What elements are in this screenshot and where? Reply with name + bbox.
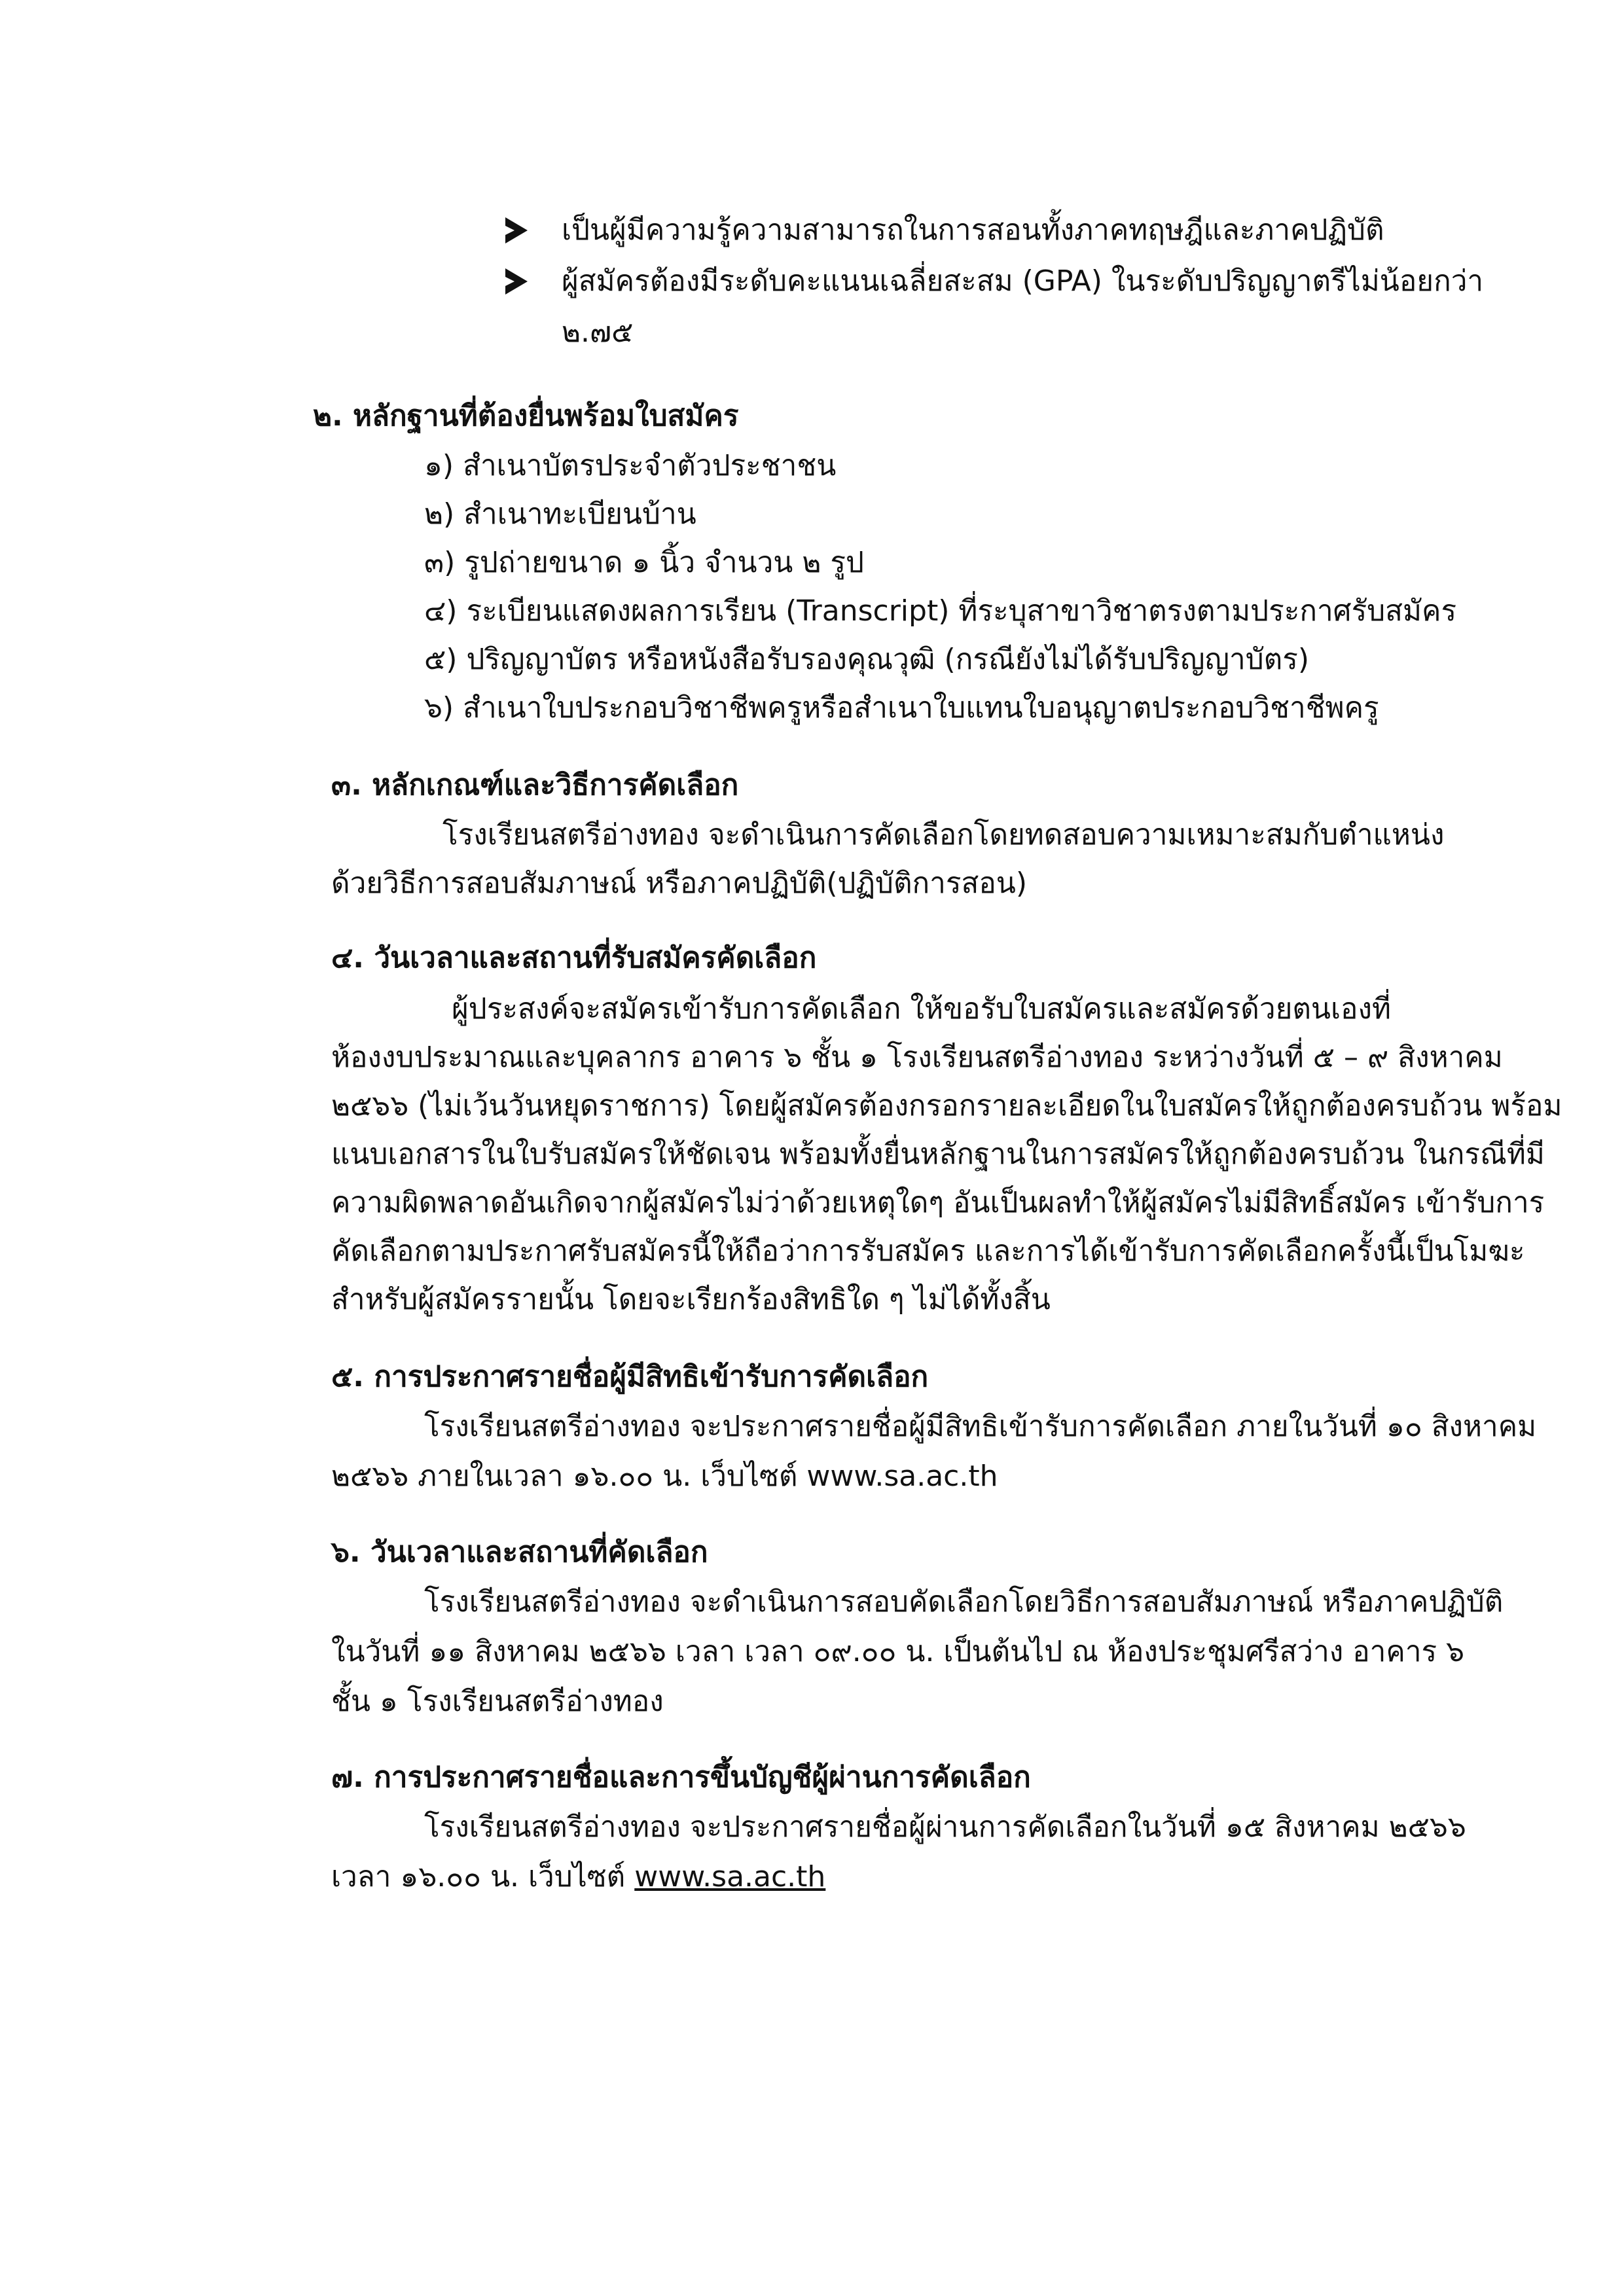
section-4-heading: ๔. วันเวลาและสถานที่รับสมัครคัดเลือก	[331, 941, 817, 975]
section-4-paragraph-line	[331, 1135, 1545, 1174]
section-7-paragraph-line: โรงเรียนสตรีอ่างทอง จะประกาศรายชื่อผู้ผ่านการคัดเลือกในวันที่ ๑๕ สิงหาคม ๒๕๖๖	[424, 1810, 1466, 1844]
section-2-heading: ๒. หลักฐานที่ต้องยื่นพร้อมใบสมัคร	[313, 399, 739, 433]
bullet-arrow-icon	[505, 268, 528, 295]
section-5-paragraph-line: โรงเรียนสตรีอ่างทอง จะประกาศรายชื่อผู้มีสิทธิเข้ารับการคัดเลือก ภายในวันที่ ๑๐ สิงหาคม	[424, 1410, 1537, 1443]
section-5-heading: ๕. การประกาศรายชื่อผู้มีสิทธิเข้ารับการคัดเลือก	[331, 1360, 929, 1393]
bullet-text-continued: ๒.๗๕	[562, 315, 634, 349]
section-2-item: ๒) สำเนาทะเบียนบ้าน	[424, 497, 696, 531]
section-7-heading: ๗. การประกาศรายชื่อและการขึ้นบัญชีผู้ผ่านการคัดเลือก	[331, 1761, 1031, 1794]
section-5-paragraph-line: ๒๕๖๖ ภายในเวลา ๑๖.๐๐ น. เว็บไซต์ www.sa.ac.th	[331, 1460, 998, 1493]
section-4-paragraph-line	[331, 1038, 1503, 1077]
section-4-line-text: แนบเอกสารในใบรับสมัครให้ชัดเจน พร้อมทั้งยื่นหลักฐานในการสมัครให้ถูกต้องครบถ้วน ในกรณีที่มี	[331, 1138, 1545, 1171]
section-4-paragraph-line	[331, 1232, 1525, 1271]
section-4-line-text: คัดเลือกตามประกาศรับสมัครนี้ให้ถือว่าการรับสมัคร และการได้เข้ารับการคัดเลือกครั้งนี้เป็นโมฆะ	[331, 1234, 1525, 1268]
bullet-text: เป็นผู้มีความรู้ความสามารถในการสอนทั้งภาคทฤษฎีและภาคปฏิบัติ	[562, 213, 1384, 247]
section-7-last-line-text: เวลา ๑๖.๐๐ น. เว็บไซต์	[331, 1860, 635, 1893]
section-3-paragraph-line: ด้วยวิธีการสอบสัมภาษณ์ หรือภาคปฏิบัติ(ปฏิบัติการสอน)	[331, 867, 1028, 900]
section-4-line-text: ๒๕๖๖ (ไม่เว้นวันหยุดราชการ) โดยผู้สมัครต้องกรอกรายละเอียดในใบสมัครให้ถูกต้องครบถ้วน พร้อม	[331, 1089, 1562, 1122]
section-6-heading: ๖. วันเวลาและสถานที่คัดเลือก	[331, 1535, 708, 1569]
section-4-line-text: ห้องงบประมาณและบุคลากร อาคาร ๖ ชั้น ๑ โรงเรียนสตรีอ่างทอง ระหว่างวันที่ ๕ – ๙ สิงหาคม	[331, 1041, 1503, 1074]
section-4-paragraph-line	[331, 1183, 1545, 1223]
section-4-paragraph-line: สำหรับผู้สมัครรายนั้น โดยจะเรียกร้องสิทธิใด ๆ ไม่ได้ทั้งสิ้น	[331, 1283, 1051, 1316]
section-4-paragraph-line: ผู้ประสงค์จะสมัครเข้ารับการคัดเลือก ให้ขอรับใบสมัครและสมัครด้วยตนเองที่	[452, 992, 1391, 1026]
section-2-item: ๕) ปริญญาบัตร หรือหนังสือรับรองคุณวุฒิ (กรณียังไม่ได้รับปริญญาบัตร)	[424, 643, 1310, 676]
section-2-item: ๖) สำเนาใบประกอบวิชาชีพครูหรือสำเนาใบแทนใบอนุญาตประกอบวิชาชีพครู	[424, 691, 1379, 725]
section-6-paragraph-line: ชั้น ๑ โรงเรียนสตรีอ่างทอง	[331, 1685, 664, 1718]
website-link[interactable]: www.sa.ac.th	[634, 1860, 826, 1893]
section-4-line-text: ความผิดพลาดอันเกิดจากผู้สมัครไม่ว่าด้วยเหตุใดๆ อันเป็นผลทำให้ผู้สมัครไม่มีสิทธิ์สมัคร เข้ารับการ	[331, 1186, 1545, 1219]
section-4-paragraph-line	[331, 1086, 1562, 1126]
section-2-item: ๑) สำเนาบัตรประจำตัวประชาชน	[424, 449, 837, 482]
section-2-item: ๓) รูปถ่ายขนาด ๑ นิ้ว จำนวน ๒ รูป	[424, 546, 864, 579]
section-2-item: ๔) ระเบียนแสดงผลการเรียน (Transcript) ที่ระบุสาขาวิชาตรงตามประกาศรับสมัคร	[424, 594, 1457, 628]
bullet-text: ผู้สมัครต้องมีระดับคะแนนเฉลี่ยสะสม (GPA) ในระดับปริญญาตรีไม่น้อยกว่า	[562, 264, 1484, 298]
section-3-paragraph-line: โรงเรียนสตรีอ่างทอง จะดำเนินการคัดเลือกโดยทดสอบความเหมาะสมกับตำแหน่ง	[442, 818, 1445, 852]
section-7-paragraph-line	[331, 1857, 825, 1897]
section-3-heading: ๓. หลักเกณฑ์และวิธีการคัดเลือก	[331, 768, 739, 802]
section-6-paragraph-line: โรงเรียนสตรีอ่างทอง จะดำเนินการสอบคัดเลือกโดยวิธีการสอบสัมภาษณ์ หรือภาคปฏิบัติ	[424, 1585, 1504, 1619]
bullet-arrow-icon	[505, 217, 528, 243]
section-6-paragraph-line: ในวันที่ ๑๑ สิงหาคม ๒๕๖๖ เวลา เวลา ๐๙.๐๐ น. เป็นต้นไป ณ ห้องประชุมศรีสว่าง อาคาร ๖	[331, 1635, 1465, 1668]
